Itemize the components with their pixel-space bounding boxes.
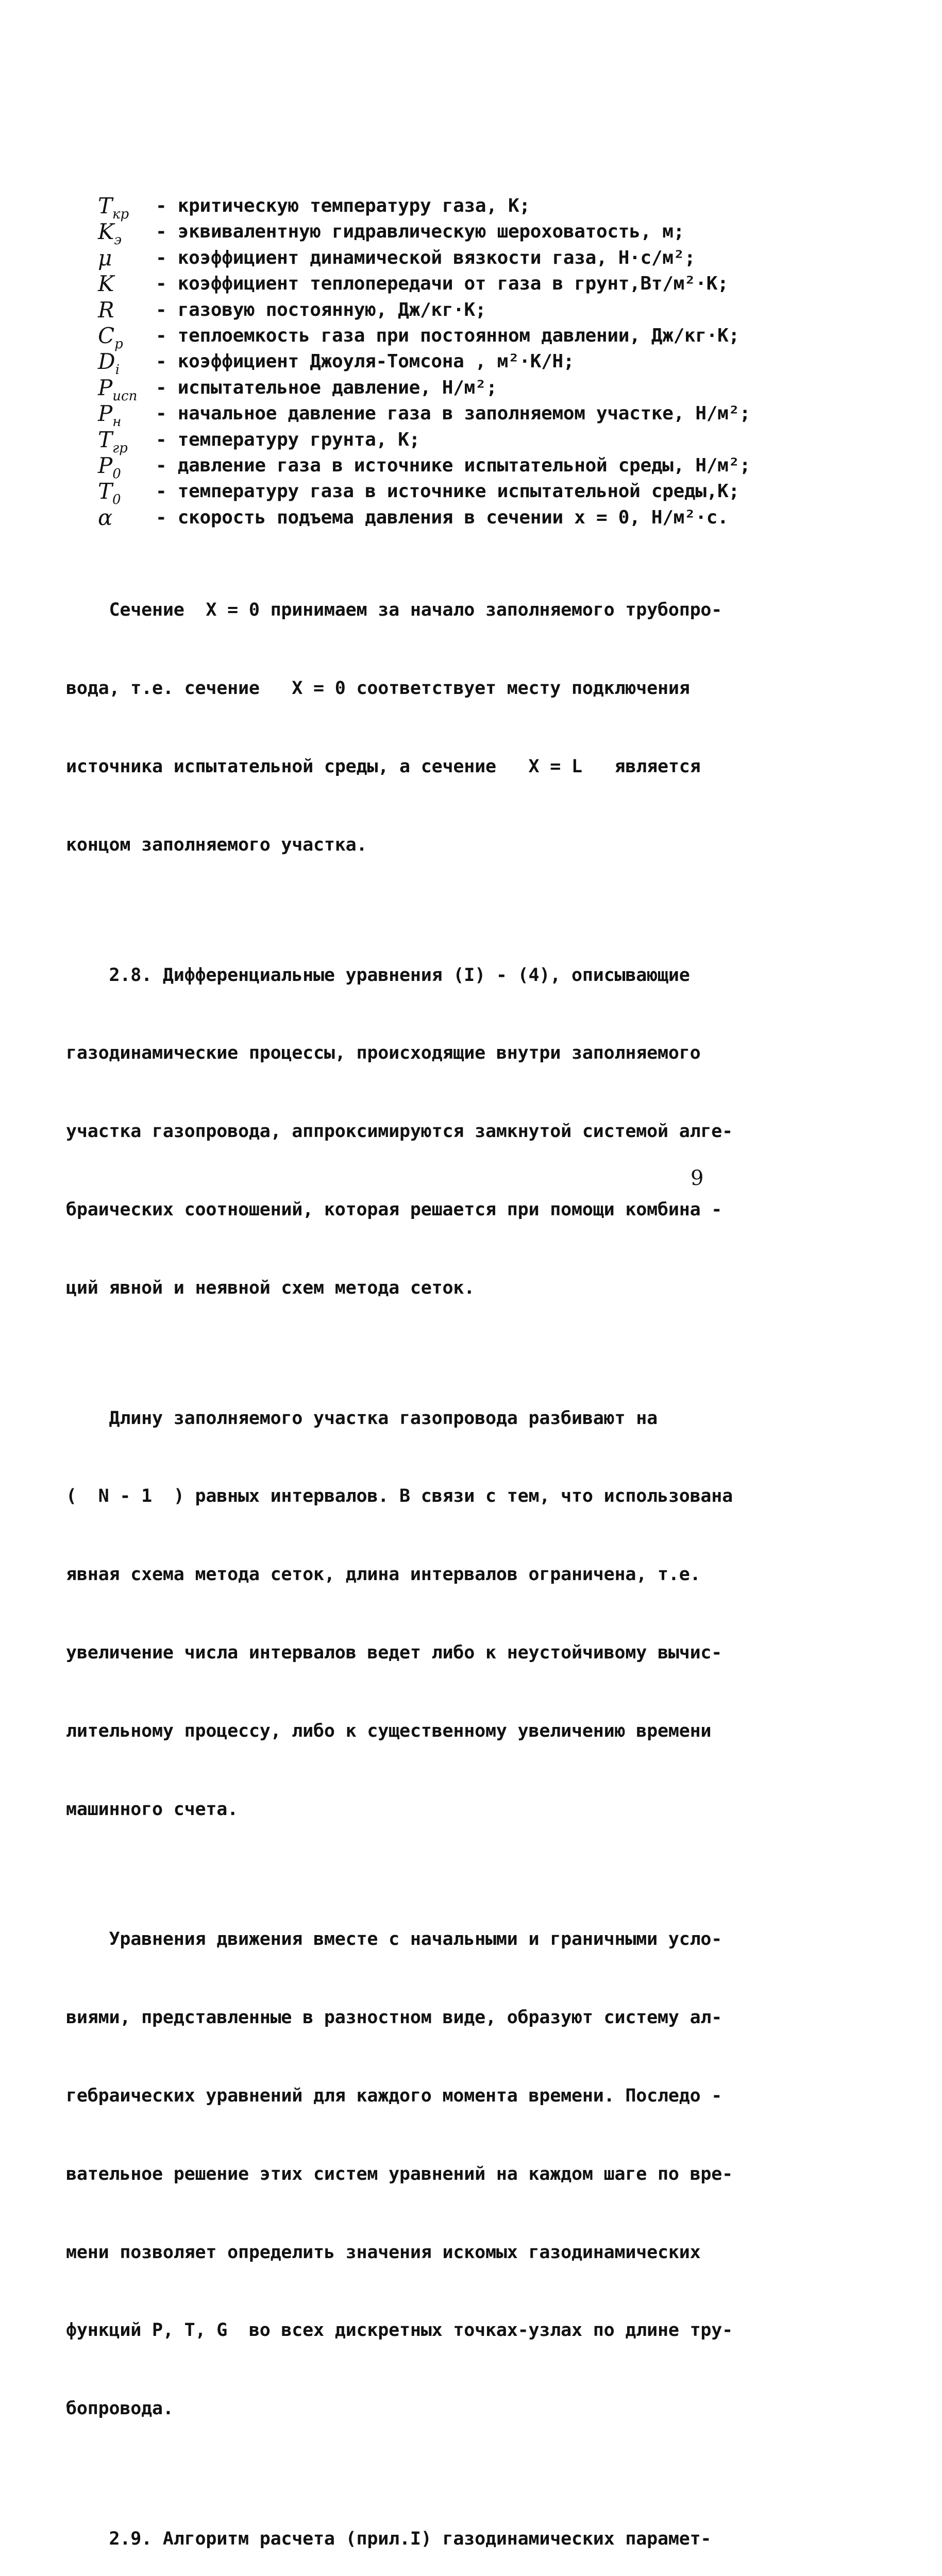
definition-symbol: $P_н$ bbox=[98, 401, 122, 430]
definition-row bbox=[98, 505, 747, 531]
paragraph-2-9 bbox=[66, 2474, 736, 2576]
text-line: 2.9. Алгоритм расчета (прил.I) газодинамических парамет- bbox=[66, 2529, 712, 2550]
text-line: Сечение X = 0 принимаем за начало заполняемого трубопро- bbox=[66, 600, 722, 621]
definition-row bbox=[98, 193, 747, 222]
definition-symbol: μ bbox=[98, 245, 112, 270]
text-line: ций явной и неявной схем метода сеток. bbox=[66, 1277, 475, 1298]
definition-row bbox=[98, 271, 747, 297]
definition-row bbox=[98, 219, 747, 248]
definition-text: - эквивалентную гидравлическую шероховатость, м; bbox=[156, 221, 684, 243]
body-text bbox=[66, 545, 736, 2576]
page-number: 9 bbox=[691, 1166, 704, 1190]
text-line: ( N - 1 ) равных интервалов. В связи с тем, что использована bbox=[66, 1486, 733, 1507]
definition-text: - испытательное давление, Н/м²; bbox=[156, 377, 497, 398]
definition-symbol: $T_{кр}$ bbox=[98, 193, 129, 222]
definition-row bbox=[98, 323, 747, 352]
text-line: функций P, T, G во всех дискретных точках-узлах по длине тру- bbox=[66, 2320, 733, 2341]
definition-text: - коэффициент динамической вязкости газа, Н·с/м²; bbox=[156, 247, 696, 268]
definition-symbol: $T_0$ bbox=[98, 479, 121, 508]
definition-row bbox=[98, 479, 747, 508]
definition-symbol: $C_p$ bbox=[98, 323, 123, 352]
definition-symbol: α bbox=[98, 504, 113, 530]
definition-symbol: $P_0$ bbox=[98, 452, 121, 482]
definition-text: - коэффициент Джоуля-Томсона , м²·К/Н; bbox=[156, 351, 575, 372]
text-line: Уравнения движения вместе с начальными и граничными усло- bbox=[66, 1929, 722, 1950]
definition-row bbox=[98, 245, 747, 271]
symbol-definition-list bbox=[98, 193, 751, 531]
text-line: 2.8. Дифференциальные уравнения (I) - (4), описывающие bbox=[66, 964, 690, 986]
text-line: вательное решение этих систем уравнений на каждом шаге по вре- bbox=[66, 2163, 733, 2184]
definition-symbol: R bbox=[98, 297, 114, 323]
definition-text: - критическую температуру газа, К; bbox=[156, 195, 530, 216]
paragraph-2-8 bbox=[66, 910, 736, 1353]
text-line: увеличение числа интервалов ведет либо к неустойчивому вычис- bbox=[66, 1642, 722, 1663]
definition-symbol: $P_{исп}$ bbox=[98, 375, 138, 404]
definition-symbol: $D_i$ bbox=[98, 349, 120, 378]
text-line: вода, т.е. сечение X = 0 соответствует месту подключения bbox=[66, 677, 690, 699]
definition-symbol: $K_э$ bbox=[98, 219, 122, 248]
paragraph-section-boundary bbox=[66, 545, 736, 910]
definition-symbol: K bbox=[98, 271, 114, 297]
text-line: лительному процессу, либо к существенному увеличению времени bbox=[66, 1720, 712, 1741]
text-line: участка газопровода, аппроксимируются замкнутой системой алге- bbox=[66, 1121, 733, 1142]
definition-text: - коэффициент теплопередачи от газа в грунт,Вт/м²·К; bbox=[156, 273, 729, 295]
definition-row bbox=[98, 297, 747, 323]
definition-symbol: $T_{гр}$ bbox=[98, 427, 128, 456]
text-line: Длину заполняемого участка газопровода разбивают на bbox=[66, 1408, 658, 1429]
text-line: газодинамические процессы, происходящие внутри заполняемого bbox=[66, 1043, 701, 1064]
paragraph-intervals bbox=[66, 1353, 736, 1874]
text-line: явная схема метода сеток, длина интервалов ограничена, т.е. bbox=[66, 1564, 701, 1585]
definition-row bbox=[98, 375, 747, 404]
text-line: бопровода. bbox=[66, 2398, 174, 2419]
definition-text: - давление газа в источнике испытательной среды, Н/м²; bbox=[156, 454, 751, 476]
definition-text: - теплоемкость газа при постоянном давлении, Дж/кг·К; bbox=[156, 325, 739, 346]
definition-row bbox=[98, 452, 751, 482]
definition-row bbox=[98, 427, 747, 456]
paragraph-equations-of-motion bbox=[66, 1874, 736, 2474]
text-line: концом заполняемого участка. bbox=[66, 834, 367, 855]
definition-row bbox=[98, 401, 751, 430]
definition-text: - скорость подъема давления в сечении x = 0, Н/м²·с. bbox=[156, 506, 729, 528]
text-line: источника испытательной среды, а сечение X = L является bbox=[66, 756, 701, 777]
definition-text: - начальное давление газа в заполняемом участке, Н/м²; bbox=[156, 403, 751, 425]
definition-text: - газовую постоянную, Дж/кг·К; bbox=[156, 299, 486, 320]
definition-text: - температуру газа в источнике испытательной среды,К; bbox=[156, 481, 739, 502]
text-line: гебраических уравнений для каждого момента времени. Последо - bbox=[66, 2086, 722, 2107]
definition-text: - температуру грунта, К; bbox=[156, 429, 420, 450]
text-line: виями, представленные в разностном виде, образуют систему ал- bbox=[66, 2007, 722, 2028]
text-line: мени позволяет определить значения искомых газодинамических bbox=[66, 2242, 701, 2263]
text-line: браических соотношений, которая решается при помощи комбина - bbox=[66, 1199, 722, 1220]
definition-row bbox=[98, 349, 747, 378]
text-line: машинного счета. bbox=[66, 1799, 238, 1820]
